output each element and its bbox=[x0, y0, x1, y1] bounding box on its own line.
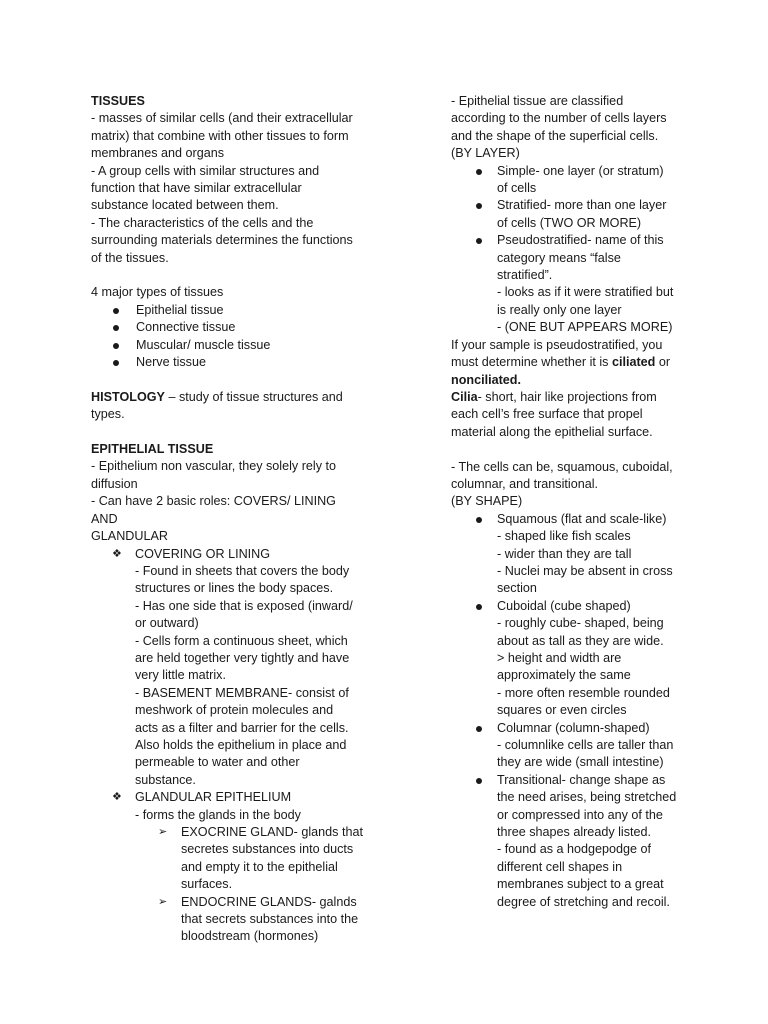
diamond-bullet-icon: ❖ bbox=[112, 791, 122, 804]
bullet-icon bbox=[476, 720, 482, 737]
bullet-icon bbox=[476, 598, 482, 615]
exocrine-item bbox=[91, 824, 363, 894]
text-line: bloodstream (hormones) bbox=[181, 929, 319, 944]
text-line: structures or lines the body spaces. bbox=[135, 581, 334, 596]
list-item: Simple- one layer (or stratum) of cells bbox=[451, 163, 683, 198]
text-line: - The cells can be, squamous, cuboidal, bbox=[451, 459, 673, 474]
right-column bbox=[451, 93, 683, 911]
text-line: - Can have 2 basic roles: COVERS/ LINING AND bbox=[91, 494, 336, 526]
list-item: Stratified- more than one layer of cells (TWO OR MORE) bbox=[451, 197, 683, 232]
list-item: Squamous (flat and scale-like) - shaped like fish scales - wider than they are tall - Nuclei may be absent in cross section bbox=[451, 511, 683, 598]
endocrine-item bbox=[91, 894, 363, 946]
text-line: If your sample is pseudostratified, you bbox=[451, 337, 663, 352]
text-line: - The characteristics of the cells and the bbox=[91, 215, 314, 230]
text-line: - Cells form a continuous sheet, which bbox=[135, 633, 348, 648]
text-line: permeable to water and other bbox=[135, 755, 300, 770]
text-line: and empty it to the epithelial bbox=[181, 859, 338, 874]
arrow-bullet-icon: ➢ bbox=[158, 895, 168, 908]
bullet-icon bbox=[476, 772, 482, 789]
list-item: Epithelial tissue bbox=[91, 302, 363, 319]
text-line: Also holds the epithelium in place and bbox=[135, 737, 347, 752]
text-line: substance. bbox=[135, 772, 196, 787]
bullet-icon bbox=[476, 197, 482, 214]
text-line: and the shape of the superficial cells. bbox=[451, 128, 659, 143]
text-line: - BASEMENT MEMBRANE- consist of bbox=[135, 685, 349, 700]
list-item: Muscular/ muscle tissue bbox=[91, 337, 363, 354]
list-item: Connective tissue bbox=[91, 319, 363, 336]
bullet-icon bbox=[476, 232, 482, 249]
text-line: very little matrix. bbox=[135, 668, 226, 683]
bullet-icon bbox=[113, 337, 119, 354]
bullet-icon bbox=[113, 302, 119, 319]
text-line: secretes substances into ducts bbox=[181, 842, 354, 857]
text-line: GLANDULAR bbox=[91, 529, 168, 544]
text-line: ENDOCRINE GLANDS- galnds bbox=[181, 894, 357, 909]
text-line: each cell’s free surface that propel bbox=[451, 407, 643, 422]
epithelial-heading: EPITHELIAL TISSUE bbox=[91, 442, 214, 457]
text-line: types. bbox=[91, 407, 125, 422]
text-line: surrounding materials determines the functions bbox=[91, 233, 353, 248]
text-line: of the tissues. bbox=[91, 250, 169, 265]
text-line: - Found in sheets that covers the body bbox=[135, 563, 350, 578]
tissues-heading: TISSUES bbox=[91, 94, 145, 108]
text-line: - Has one side that is exposed (inward/ bbox=[135, 598, 353, 613]
list-item: Pseudostratified- name of this category means “false stratified”. - looks as if it were stratified but is really only one layer - (ONE BUT APPEARS MORE) bbox=[451, 232, 683, 336]
list-item: Columnar (column-shaped) - columnlike cells are taller than they are wide (small intestine) bbox=[451, 720, 683, 772]
text-line: membranes and organs bbox=[91, 146, 225, 161]
text-line: according to the number of cells layers bbox=[451, 111, 667, 126]
text-line: diffusion bbox=[91, 476, 138, 491]
text-line: acts as a filter and barrier for the cells. bbox=[135, 720, 349, 735]
arrow-bullet-icon: ➢ bbox=[158, 826, 168, 839]
text-line: must determine whether it is ciliated or bbox=[451, 355, 671, 370]
cilia-definition: Cilia- short, hair like projections from bbox=[451, 389, 657, 404]
text-line: - A group cells with similar structures and bbox=[91, 163, 320, 178]
list-item: Transitional- change shape as the need arises, being stretched or compressed into any of the three shapes already listed. - found as a hodgepodge of different cell shapes in membranes subject to a great degree of stretching and recoil. bbox=[451, 772, 683, 911]
text-line: or outward) bbox=[135, 616, 199, 631]
left-column bbox=[91, 93, 363, 946]
text-line: EXOCRINE GLAND- glands that bbox=[181, 825, 363, 840]
text-line: function that have similar extracellular bbox=[91, 181, 302, 196]
text-line: - Epithelium non vascular, they solely rely to bbox=[91, 459, 336, 474]
glandular-section: ❖ GLANDULAR EPITHELIUM bbox=[91, 789, 363, 806]
text-line: substance located between them. bbox=[91, 198, 279, 213]
text-line: surfaces. bbox=[181, 877, 233, 892]
diamond-bullet-icon: ❖ bbox=[112, 547, 122, 560]
bullet-icon bbox=[476, 511, 482, 528]
text-line: matrix) that combine with other tissues to form bbox=[91, 128, 349, 143]
covering-details bbox=[91, 563, 363, 789]
list-item: Cuboidal (cube shaped) - roughly cube- shaped, being about as tall as they are wide. > height and width are approximately the same - more often resemble rounded squares or even circles bbox=[451, 598, 683, 720]
bullet-icon bbox=[476, 163, 482, 180]
text-line: nonciliated. bbox=[451, 372, 521, 387]
text-line: (BY SHAPE) bbox=[451, 494, 523, 509]
tissues-definition bbox=[91, 110, 363, 267]
bullet-icon bbox=[113, 319, 119, 336]
text-line: that secrets substances into the bbox=[181, 912, 359, 927]
text-line: material along the epithelial surface. bbox=[451, 424, 653, 439]
types-intro: 4 major types of tissues bbox=[91, 285, 224, 300]
text-line: meshwork of protein molecules and bbox=[135, 703, 334, 718]
text-line: are held together very tightly and have bbox=[135, 650, 350, 665]
covering-section: ❖ COVERING OR LINING bbox=[91, 546, 363, 563]
text-line: - forms the glands in the body bbox=[135, 807, 301, 822]
tissue-types-list bbox=[91, 302, 363, 372]
text-line: (BY LAYER) bbox=[451, 146, 520, 161]
histology-definition: HISTOLOGY – study of tissue structures and bbox=[91, 389, 343, 404]
text-line: - Epithelial tissue are classified bbox=[451, 94, 624, 108]
text-line: - masses of similar cells (and their extracellular bbox=[91, 111, 353, 126]
bullet-icon bbox=[113, 354, 119, 371]
glandular-details bbox=[91, 807, 363, 824]
list-item: Nerve tissue bbox=[91, 354, 363, 371]
text-line: columnar, and transitional. bbox=[451, 476, 599, 491]
